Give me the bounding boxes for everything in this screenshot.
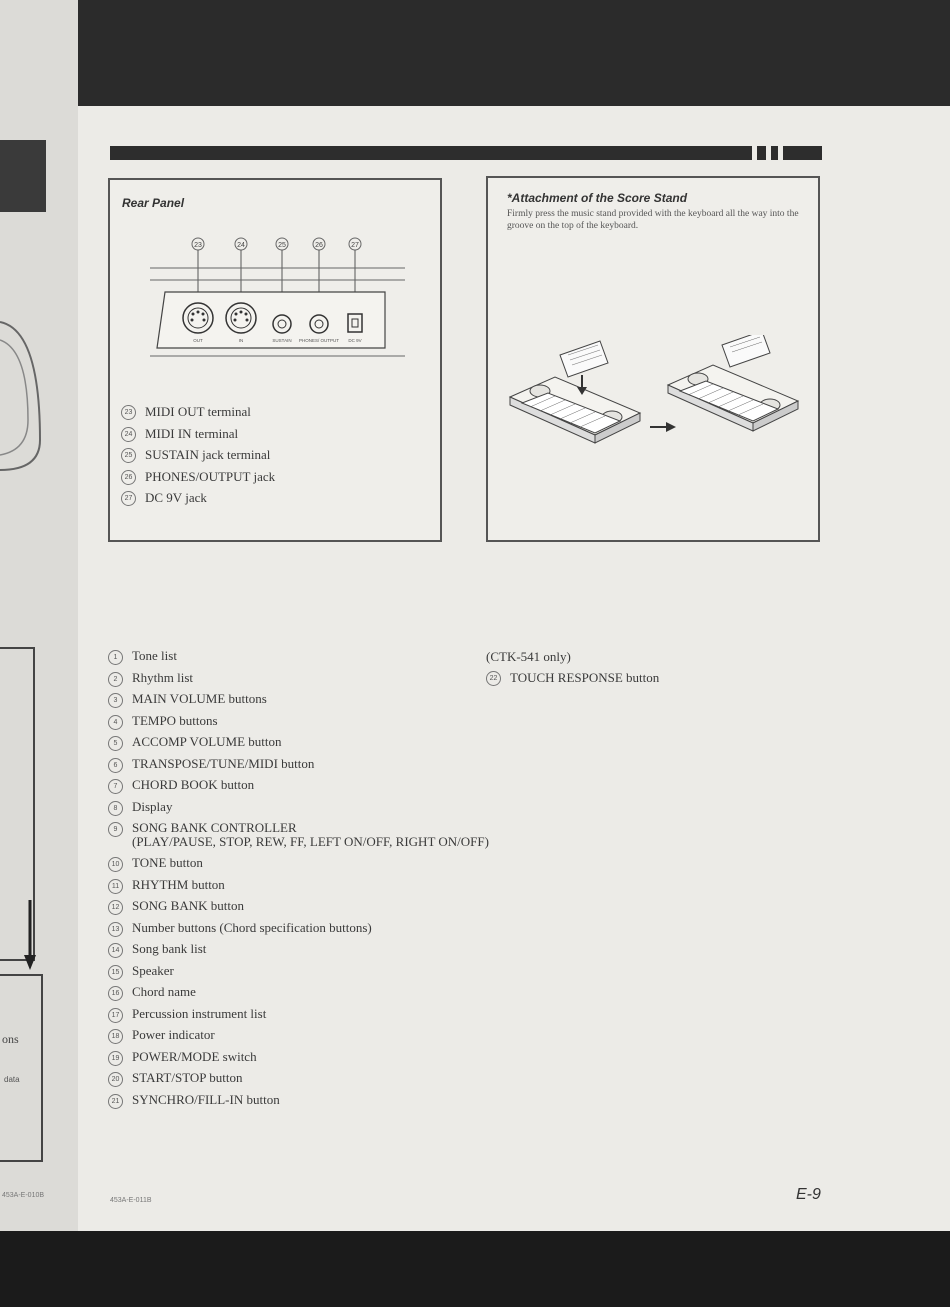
callout-23: 23 (194, 242, 202, 249)
item-number: 26 (121, 470, 136, 485)
item-sublabel: (PLAY/PAUSE, STOP, REW, FF, LEFT ON/OFF, RIGHT ON/OFF) (132, 834, 489, 849)
facing-page-fragment-small: data (4, 1075, 20, 1084)
list-item (486, 670, 659, 686)
item-label: CHORD BOOK button (132, 777, 255, 792)
list-item (121, 447, 275, 469)
list-item (108, 942, 489, 964)
list-item (108, 856, 489, 878)
item-number: 4 (108, 715, 123, 730)
section-header-bar (110, 146, 822, 160)
item-label: Song bank list (132, 941, 207, 956)
connector-label-sustain: SUSTAIN (272, 338, 292, 343)
item-label: Display (132, 798, 173, 814)
page-number: E-9 (796, 1186, 821, 1203)
item-number: 16 (108, 986, 123, 1001)
item-number: 11 (108, 879, 123, 894)
document-code: 453A-E-011B (110, 1197, 152, 1204)
item-number: 6 (108, 758, 123, 773)
list-item (108, 1093, 489, 1115)
item-label: Chord name (132, 984, 196, 999)
item-label: MIDI OUT terminal (145, 404, 251, 419)
item-label: TOUCH RESPONSE button (510, 670, 660, 685)
list-item (108, 714, 489, 736)
item-number: 7 (108, 779, 123, 794)
model-note: (CTK-541 only) (486, 649, 571, 664)
item-number: 3 (108, 693, 123, 708)
item-label: TONE button (132, 855, 203, 870)
item-number: 18 (108, 1029, 123, 1044)
item-number: 9 (108, 822, 123, 837)
list-item (108, 899, 489, 921)
connector-label-phones: PHONES/ OUTPUT (298, 338, 340, 343)
list-item (108, 821, 489, 856)
item-number: 2 (108, 672, 123, 687)
item-number: 25 (121, 448, 136, 463)
item-number: 12 (108, 900, 123, 915)
item-number: 15 (108, 965, 123, 980)
item-number: 27 (121, 491, 136, 506)
rear-panel-list (121, 404, 275, 512)
item-label: TEMPO buttons (132, 712, 218, 728)
callout-24: 24 (237, 242, 245, 249)
item-label: SONG BANK button (132, 898, 244, 913)
item-label: SYNCHRO/FILL-IN button (132, 1091, 280, 1107)
item-label: PHONES/OUTPUT jack (145, 468, 276, 484)
list-item (121, 426, 275, 448)
item-number: 1 (108, 650, 123, 665)
item-number: 14 (108, 943, 123, 958)
item-label: SUSTAIN jack terminal (145, 447, 271, 462)
list-item (108, 778, 489, 800)
item-label: SONG BANK CONTROLLER (132, 820, 297, 835)
item-number: 24 (121, 427, 136, 442)
list-item (108, 985, 489, 1007)
item-label: Percussion instrument list (132, 1005, 267, 1021)
facing-page-code: 453A-E-010B (2, 1192, 45, 1199)
item-label: Tone list (132, 648, 177, 663)
list-item (108, 878, 489, 900)
score-stand-instructions: Firmly press the music stand provided with the keyboard all the way into the groove on the top of the keyboard. (507, 209, 799, 231)
list-item (108, 735, 489, 757)
connector-label-dc: DC 9V (348, 338, 362, 343)
list-item (108, 964, 489, 986)
item-label: Rhythm list (132, 669, 194, 685)
item-label: DC 9V jack (145, 490, 207, 505)
list-item (108, 800, 489, 822)
item-number: 20 (108, 1072, 123, 1087)
item-label: Power indicator (132, 1027, 215, 1042)
item-number: 22 (486, 671, 501, 686)
item-label: POWER/MODE switch (132, 1048, 257, 1064)
item-label: START/STOP button (132, 1070, 243, 1085)
item-label: MIDI IN terminal (145, 425, 239, 441)
item-label: Speaker (132, 962, 174, 978)
list-item (108, 649, 489, 671)
front-panel-list (108, 649, 489, 1114)
rear-panel-title: Rear Panel (122, 196, 185, 210)
item-number: 17 (108, 1008, 123, 1023)
item-number: 19 (108, 1051, 123, 1066)
model-specific-list (486, 670, 659, 686)
callout-27: 27 (351, 242, 359, 249)
list-item (108, 1007, 489, 1029)
item-number: 8 (108, 801, 123, 816)
score-stand-title: *Attachment of the Score Stand (507, 191, 688, 205)
list-item (108, 1028, 489, 1050)
callout-25: 25 (278, 242, 286, 249)
list-item (108, 1050, 489, 1072)
item-number: 5 (108, 736, 123, 751)
list-item (108, 671, 489, 693)
item-number: 21 (108, 1094, 123, 1109)
item-number: 10 (108, 857, 123, 872)
item-label: MAIN VOLUME buttons (132, 691, 267, 706)
score-stand-illustration (500, 335, 800, 465)
item-label: ACCOMP VOLUME button (132, 734, 282, 749)
list-item (121, 469, 275, 491)
list-item (121, 404, 275, 426)
list-item (108, 921, 489, 943)
item-number: 23 (121, 405, 136, 420)
list-item (108, 1071, 489, 1093)
scan-shadow (0, 1231, 950, 1307)
connector-label-out: OUT (193, 338, 203, 343)
facing-page-fragment: ons (2, 1032, 19, 1046)
list-item (108, 692, 489, 714)
list-item (121, 490, 275, 512)
rear-panel-illustration (135, 230, 435, 380)
item-number: 13 (108, 922, 123, 937)
item-label: Number buttons (Chord specification buttons) (132, 919, 372, 935)
list-item (108, 757, 489, 779)
callout-26: 26 (315, 242, 323, 249)
item-label-group (132, 821, 489, 849)
item-label: TRANSPOSE/TUNE/MIDI button (132, 755, 315, 771)
item-label: RHYTHM button (132, 876, 225, 892)
connector-label-in: IN (238, 338, 244, 343)
